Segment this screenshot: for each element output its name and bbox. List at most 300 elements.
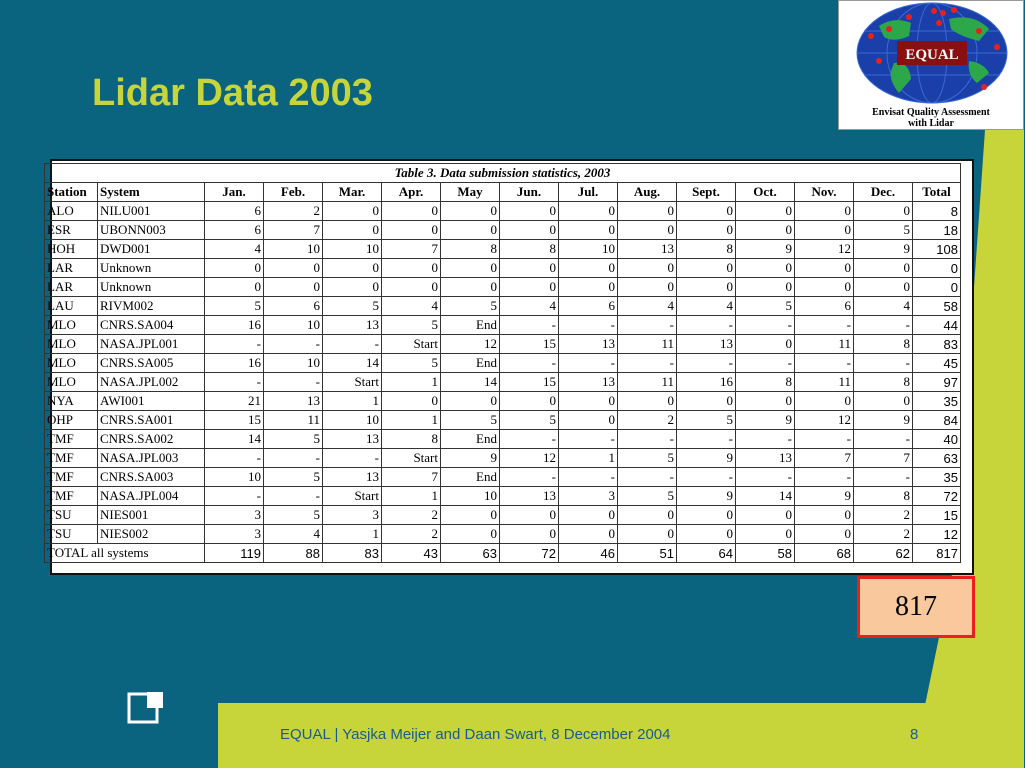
table-cell: 0 (382, 259, 441, 278)
table-cell: 13 (559, 373, 618, 392)
table-cell: 0 (559, 278, 618, 297)
data-table-container (47, 159, 974, 575)
table-cell: 4 (677, 297, 736, 316)
table-cell: - (500, 430, 559, 449)
table-cell: 8 (913, 202, 961, 221)
table-row (45, 373, 961, 392)
table-cell: 9 (854, 240, 913, 259)
table-cell: - (736, 430, 795, 449)
table-cell: 0 (736, 221, 795, 240)
table-cell: 0 (736, 202, 795, 221)
table-cell: - (795, 430, 854, 449)
table-cell: LAR (45, 259, 98, 278)
table-cell: 5 (441, 297, 500, 316)
table-row (45, 411, 961, 430)
table-cell: 0 (795, 259, 854, 278)
table-cell: 5 (264, 506, 323, 525)
table-cell: NIES002 (98, 525, 205, 544)
table-cell: 0 (618, 506, 677, 525)
table-cell: 10 (323, 411, 382, 430)
total-cell: 58 (736, 544, 795, 563)
table-cell: 8 (677, 240, 736, 259)
table-cell: 6 (205, 202, 264, 221)
table-cell: 7 (854, 449, 913, 468)
table-cell: 10 (264, 354, 323, 373)
table-cell: - (795, 316, 854, 335)
table-cell: - (323, 449, 382, 468)
table-cell: 11 (795, 335, 854, 354)
table-cell: - (500, 316, 559, 335)
table-cell: 0 (736, 525, 795, 544)
table-cell: 8 (500, 240, 559, 259)
column-header: Oct. (736, 183, 795, 202)
table-cell: - (736, 354, 795, 373)
table-row (45, 221, 961, 240)
table-cell: 0 (795, 392, 854, 411)
table-cell: 3 (323, 506, 382, 525)
table-cell: 5 (618, 487, 677, 506)
table-cell: 1 (382, 411, 441, 430)
table-cell: NASA.JPL003 (98, 449, 205, 468)
table-cell: - (205, 373, 264, 392)
table-cell: - (677, 316, 736, 335)
table-row (45, 240, 961, 259)
table-cell: 0 (677, 525, 736, 544)
table-cell: Start (323, 373, 382, 392)
table-cell: 14 (323, 354, 382, 373)
table-cell: 8 (854, 335, 913, 354)
table-cell: ESR (45, 221, 98, 240)
table-cell: 0 (736, 335, 795, 354)
table-cell: NASA.JPL001 (98, 335, 205, 354)
table-cell: 8 (382, 430, 441, 449)
table-cell: - (795, 468, 854, 487)
table-cell: 0 (618, 259, 677, 278)
table-cell: 0 (795, 506, 854, 525)
table-cell: 0 (264, 259, 323, 278)
table-cell: - (500, 468, 559, 487)
table-cell: 0 (441, 506, 500, 525)
table-cell: OHP (45, 411, 98, 430)
table-cell: 0 (500, 221, 559, 240)
table-cell: Start (323, 487, 382, 506)
table-cell: - (264, 335, 323, 354)
table-cell: CNRS.SA002 (98, 430, 205, 449)
table-cell: 0 (205, 259, 264, 278)
data-submission-table (44, 163, 961, 563)
table-cell: - (205, 487, 264, 506)
table-cell: 6 (559, 297, 618, 316)
table-cell: 0 (559, 506, 618, 525)
table-cell: 16 (677, 373, 736, 392)
table-cell: 2 (382, 525, 441, 544)
table-cell: ALO (45, 202, 98, 221)
table-cell: 14 (441, 373, 500, 392)
table-cell: 0 (500, 259, 559, 278)
table-cell: End (441, 316, 500, 335)
table-cell: - (677, 430, 736, 449)
total-label: TOTAL all systems (45, 544, 205, 563)
table-row (45, 297, 961, 316)
globe-icon (839, 1, 1025, 111)
table-cell: 9 (795, 487, 854, 506)
table-cell: 10 (441, 487, 500, 506)
table-cell: AWI001 (98, 392, 205, 411)
table-cell: 0 (559, 392, 618, 411)
table-cell: 5 (205, 297, 264, 316)
table-cell: 2 (854, 525, 913, 544)
table-cell: 0 (795, 221, 854, 240)
table-cell: 0 (618, 392, 677, 411)
table-cell: 4 (854, 297, 913, 316)
total-cell: 46 (559, 544, 618, 563)
logo-caption (839, 107, 1023, 129)
table-cell: NYA (45, 392, 98, 411)
column-header: Apr. (382, 183, 441, 202)
table-cell: 4 (500, 297, 559, 316)
table-cell: 83 (913, 335, 961, 354)
total-cell: 83 (323, 544, 382, 563)
table-cell: RIVM002 (98, 297, 205, 316)
table-cell: 11 (618, 335, 677, 354)
table-cell: 0 (323, 221, 382, 240)
table-cell: 0 (382, 202, 441, 221)
table-caption: Table 3. Data submission statistics, 2003 (45, 164, 961, 183)
table-row (45, 354, 961, 373)
table-cell: Unknown (98, 278, 205, 297)
table-cell: 13 (500, 487, 559, 506)
table-row (45, 335, 961, 354)
table-cell: 9 (736, 411, 795, 430)
table-cell: 0 (854, 392, 913, 411)
table-cell: 0 (559, 259, 618, 278)
total-cell: 72 (500, 544, 559, 563)
table-cell: 13 (677, 335, 736, 354)
table-cell: CNRS.SA001 (98, 411, 205, 430)
table-cell: 8 (854, 487, 913, 506)
table-cell: 9 (736, 240, 795, 259)
table-cell: 0 (323, 278, 382, 297)
table-cell: 11 (795, 373, 854, 392)
table-cell: LAR (45, 278, 98, 297)
total-cell: 68 (795, 544, 854, 563)
table-cell: 0 (441, 525, 500, 544)
table-cell: 5 (677, 411, 736, 430)
total-cell: 88 (264, 544, 323, 563)
table-cell: TMF (45, 487, 98, 506)
table-cell: 12 (441, 335, 500, 354)
table-cell: 84 (913, 411, 961, 430)
table-cell: 1 (382, 487, 441, 506)
table-cell: 63 (913, 449, 961, 468)
table-cell: - (677, 468, 736, 487)
table-cell: NIES001 (98, 506, 205, 525)
table-cell: 0 (677, 221, 736, 240)
table-row (45, 487, 961, 506)
table-cell: 21 (205, 392, 264, 411)
table-cell: 0 (677, 506, 736, 525)
table-cell: MLO (45, 373, 98, 392)
table-cell: 5 (264, 430, 323, 449)
table-cell: - (559, 468, 618, 487)
table-cell: - (854, 354, 913, 373)
table-cell: 0 (382, 221, 441, 240)
table-row (45, 449, 961, 468)
table-cell: 0 (736, 259, 795, 278)
total-cell: 119 (205, 544, 264, 563)
table-cell: 0 (441, 221, 500, 240)
table-row (45, 202, 961, 221)
table-cell: 16 (205, 354, 264, 373)
table-cell: 0 (500, 525, 559, 544)
table-cell: TMF (45, 449, 98, 468)
table-cell: 15 (913, 506, 961, 525)
table-row (45, 506, 961, 525)
table-cell: 11 (618, 373, 677, 392)
table-cell: 13 (559, 335, 618, 354)
table-cell: 0 (559, 221, 618, 240)
total-cell: 817 (913, 544, 961, 563)
table-cell: 0 (559, 525, 618, 544)
total-highlight-box: 817 (857, 576, 975, 638)
table-cell: 0 (618, 278, 677, 297)
table-cell: - (854, 316, 913, 335)
total-cell: 64 (677, 544, 736, 563)
table-cell: 5 (382, 354, 441, 373)
table-cell: 0 (854, 202, 913, 221)
table-cell: 12 (500, 449, 559, 468)
table-row (45, 392, 961, 411)
table-cell: 0 (736, 506, 795, 525)
table-cell: Start (382, 449, 441, 468)
table-cell: 9 (441, 449, 500, 468)
table-cell: - (677, 354, 736, 373)
table-cell: 40 (913, 430, 961, 449)
table-cell: MLO (45, 335, 98, 354)
page-number: 8 (910, 726, 919, 743)
table-cell: 10 (264, 316, 323, 335)
table-cell: 5 (382, 316, 441, 335)
table-cell: TSU (45, 506, 98, 525)
table-cell: 0 (677, 278, 736, 297)
equal-logo (838, 0, 1024, 130)
table-cell: - (559, 430, 618, 449)
logo-caption-line1: Envisat Quality Assessment (872, 107, 990, 118)
table-cell: 8 (736, 373, 795, 392)
table-cell: 0 (913, 278, 961, 297)
table-cell: End (441, 354, 500, 373)
table-caption-row (45, 164, 961, 183)
table-cell: 9 (677, 449, 736, 468)
table-cell: CNRS.SA003 (98, 468, 205, 487)
slide-footer: EQUAL | Yasjka Meijer and Daan Swart, 8 December 2004 (280, 726, 671, 743)
table-cell: 5 (500, 411, 559, 430)
column-header: Mar. (323, 183, 382, 202)
table-cell: 2 (264, 202, 323, 221)
table-cell: - (205, 335, 264, 354)
table-cell: - (264, 449, 323, 468)
table-cell: - (854, 468, 913, 487)
table-cell: 45 (913, 354, 961, 373)
table-cell: 0 (264, 278, 323, 297)
table-cell: 58 (913, 297, 961, 316)
table-cell: 4 (382, 297, 441, 316)
table-cell: NILU001 (98, 202, 205, 221)
table-cell: TMF (45, 430, 98, 449)
table-cell: MLO (45, 354, 98, 373)
table-cell: 5 (441, 411, 500, 430)
table-cell: - (854, 430, 913, 449)
table-cell: 0 (382, 278, 441, 297)
logo-caption-line2: with Lidar (908, 118, 954, 129)
table-row (45, 468, 961, 487)
slide-title: Lidar Data 2003 (92, 72, 373, 114)
table-row (45, 278, 961, 297)
table-cell: 0 (441, 392, 500, 411)
table-cell: 35 (913, 392, 961, 411)
table-cell: 13 (618, 240, 677, 259)
table-cell: 10 (559, 240, 618, 259)
table-cell: 72 (913, 487, 961, 506)
table-cell: 2 (854, 506, 913, 525)
table-cell: 13 (264, 392, 323, 411)
table-cell: 2 (618, 411, 677, 430)
table-row (45, 316, 961, 335)
table-cell: 0 (323, 259, 382, 278)
table-cell: End (441, 430, 500, 449)
table-cell: 12 (913, 525, 961, 544)
table-cell: 14 (736, 487, 795, 506)
table-cell: 14 (205, 430, 264, 449)
table-cell: 1 (323, 392, 382, 411)
table-total-row (45, 544, 961, 563)
table-cell: 0 (559, 202, 618, 221)
table-cell: 18 (913, 221, 961, 240)
table-cell: 12 (795, 411, 854, 430)
column-header: Station (45, 183, 98, 202)
table-cell: 15 (500, 373, 559, 392)
table-cell: 7 (264, 221, 323, 240)
table-row (45, 525, 961, 544)
table-cell: - (264, 487, 323, 506)
table-cell: 3 (559, 487, 618, 506)
table-cell: End (441, 468, 500, 487)
table-cell: 44 (913, 316, 961, 335)
table-cell: 0 (795, 278, 854, 297)
table-cell: 15 (500, 335, 559, 354)
table-cell: - (795, 354, 854, 373)
table-cell: 9 (854, 411, 913, 430)
table-cell: 4 (264, 525, 323, 544)
column-header: System (98, 183, 205, 202)
table-cell: 5 (323, 297, 382, 316)
table-cell: 0 (441, 202, 500, 221)
table-cell: 0 (618, 221, 677, 240)
table-cell: 5 (854, 221, 913, 240)
table-cell: 6 (205, 221, 264, 240)
table-cell: - (323, 335, 382, 354)
table-cell: Start (382, 335, 441, 354)
table-cell: 0 (500, 392, 559, 411)
table-cell: 8 (854, 373, 913, 392)
table-cell: 0 (677, 259, 736, 278)
table-row (45, 259, 961, 278)
table-cell: - (736, 468, 795, 487)
table-cell: 4 (205, 240, 264, 259)
table-cell: - (618, 468, 677, 487)
table-cell: 6 (795, 297, 854, 316)
table-cell: 0 (323, 202, 382, 221)
table-cell: - (559, 354, 618, 373)
table-cell: 13 (323, 430, 382, 449)
table-cell: NASA.JPL002 (98, 373, 205, 392)
table-cell: - (205, 449, 264, 468)
table-cell: 0 (559, 411, 618, 430)
column-header: Aug. (618, 183, 677, 202)
table-cell: DWD001 (98, 240, 205, 259)
table-cell: 15 (205, 411, 264, 430)
column-header: Jul. (559, 183, 618, 202)
table-cell: 7 (382, 240, 441, 259)
column-header: Dec. (854, 183, 913, 202)
table-cell: 12 (795, 240, 854, 259)
table-cell: 0 (441, 278, 500, 297)
column-header: Nov. (795, 183, 854, 202)
table-cell: 13 (323, 316, 382, 335)
table-cell: 0 (677, 202, 736, 221)
total-cell: 62 (854, 544, 913, 563)
column-header: Sept. (677, 183, 736, 202)
table-cell: 0 (854, 278, 913, 297)
table-cell: 5 (264, 468, 323, 487)
table-cell: 0 (500, 506, 559, 525)
table-cell: 0 (382, 392, 441, 411)
table-cell: - (736, 316, 795, 335)
table-cell: CNRS.SA004 (98, 316, 205, 335)
table-cell: HOH (45, 240, 98, 259)
table-cell: - (618, 316, 677, 335)
table-cell: 0 (677, 392, 736, 411)
table-row (45, 430, 961, 449)
table-cell: 3 (205, 525, 264, 544)
table-cell: 7 (382, 468, 441, 487)
table-cell: - (500, 354, 559, 373)
table-cell: 9 (677, 487, 736, 506)
table-cell: 16 (205, 316, 264, 335)
total-cell: 43 (382, 544, 441, 563)
table-cell: 35 (913, 468, 961, 487)
column-header: Jan. (205, 183, 264, 202)
table-cell: 0 (205, 278, 264, 297)
table-cell: 7 (795, 449, 854, 468)
table-cell: NASA.JPL004 (98, 487, 205, 506)
table-cell: 4 (618, 297, 677, 316)
table-cell: UBONN003 (98, 221, 205, 240)
table-cell: 1 (382, 373, 441, 392)
table-cell: - (264, 373, 323, 392)
table-cell: 10 (205, 468, 264, 487)
table-cell: 0 (795, 525, 854, 544)
table-cell: 5 (618, 449, 677, 468)
slide-bullet-icon (127, 690, 167, 726)
table-header-row (45, 183, 961, 202)
total-cell: 51 (618, 544, 677, 563)
table-cell: 13 (323, 468, 382, 487)
table-cell: - (618, 354, 677, 373)
table-cell: 5 (736, 297, 795, 316)
column-header: Feb. (264, 183, 323, 202)
table-cell: 3 (205, 506, 264, 525)
